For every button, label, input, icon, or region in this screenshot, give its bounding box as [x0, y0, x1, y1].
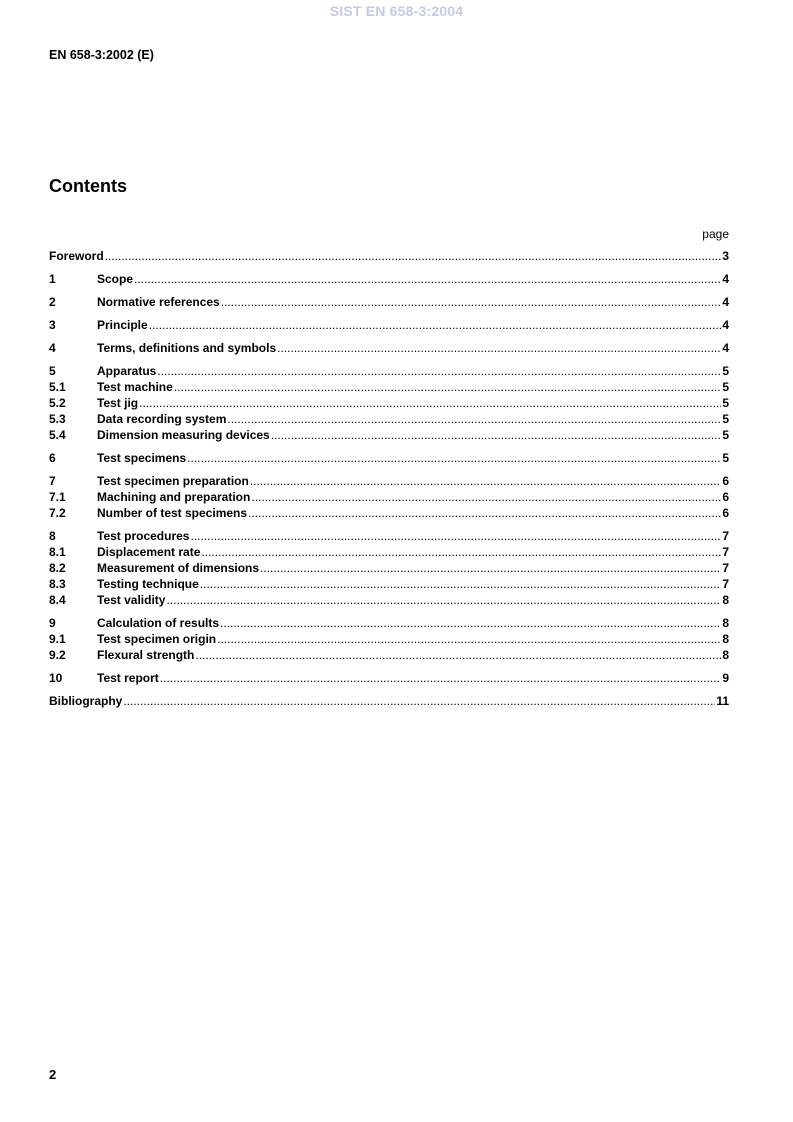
toc-entry-page: 5 [722, 428, 729, 442]
toc-entry-number: 7.1 [49, 490, 66, 504]
toc-entry-number: 5.1 [49, 380, 66, 394]
toc-entry-number: 8.2 [49, 561, 66, 575]
toc-entry-title: Measurement of dimensions [97, 561, 260, 575]
toc-dot-leader [174, 379, 722, 395]
toc-entry-title: Displacement rate [97, 545, 201, 559]
toc-entry[interactable] [49, 271, 729, 287]
toc-dot-leader [260, 560, 721, 576]
toc-entry[interactable] [49, 395, 729, 411]
toc-entry[interactable] [49, 489, 729, 505]
toc-entry-number: 8.1 [49, 545, 66, 559]
toc-entry-page: 5 [722, 364, 729, 378]
toc-entry-number: 5.3 [49, 412, 66, 426]
toc-entry[interactable] [49, 631, 729, 647]
toc-entry-number: 7 [49, 474, 56, 488]
toc-entry[interactable] [49, 576, 729, 592]
toc-entry-page: 8 [722, 616, 729, 630]
toc-entry-title: Normative references [97, 295, 220, 309]
toc-dot-leader [190, 528, 721, 544]
toc-dot-leader [271, 427, 722, 443]
toc-entry[interactable] [49, 615, 729, 631]
toc-entry-number: 8.3 [49, 577, 66, 591]
page-column-label: page [702, 227, 729, 241]
toc-entry[interactable] [49, 411, 729, 427]
toc-entry-number: 10 [49, 671, 63, 685]
toc-entry-page: 4 [722, 318, 729, 332]
toc-entry-title: Machining and preparation [97, 490, 251, 504]
toc-entry-page: 5 [722, 380, 729, 394]
toc-entry-title: Test jig [97, 396, 139, 410]
toc-entry-page: 5 [722, 451, 729, 465]
toc-dot-leader [201, 544, 721, 560]
toc-entry-page: 5 [722, 396, 729, 410]
toc-entry-title: Testing technique [97, 577, 199, 591]
toc-entry[interactable] [49, 317, 729, 333]
toc-dot-leader [157, 363, 721, 379]
document-id: EN 658-3:2002 (E) [49, 48, 154, 62]
toc-entry-title: Data recording system [97, 412, 227, 426]
toc-entry-page: 3 [722, 249, 729, 263]
toc-dot-leader [221, 294, 722, 310]
toc-entry-page: 4 [722, 341, 729, 355]
toc-entry-title: Test specimen origin [97, 632, 217, 646]
toc-dot-leader [277, 340, 721, 356]
toc-entry-title: Flexural strength [97, 648, 195, 662]
toc-entry-page: 6 [722, 506, 729, 520]
toc-entry-title: Test procedures [97, 529, 190, 543]
toc-entry-title: Principle [97, 318, 148, 332]
toc-dot-leader [195, 647, 721, 663]
toc-entry-page: 7 [722, 577, 729, 591]
toc-entry-page: 7 [722, 545, 729, 559]
toc-entry-page: 8 [722, 632, 729, 646]
toc-dot-leader [149, 317, 722, 333]
toc-entry-title: Test machine [97, 380, 173, 394]
toc-entry[interactable] [49, 560, 729, 576]
toc-entry-title: Calculation of results [97, 616, 220, 630]
toc-entry[interactable] [49, 693, 729, 709]
toc-dot-leader [248, 505, 721, 521]
toc-entry-number: 8.4 [49, 593, 66, 607]
toc-dot-leader [251, 489, 721, 505]
toc-entry[interactable] [49, 248, 729, 264]
toc-entry-number: 4 [49, 341, 56, 355]
toc-entry-number: 9.2 [49, 648, 66, 662]
toc-dot-leader [217, 631, 721, 647]
toc-entry[interactable] [49, 379, 729, 395]
toc-dot-leader [160, 670, 722, 686]
toc-entry-page: 4 [722, 272, 729, 286]
toc-entry[interactable] [49, 647, 729, 663]
toc-entry[interactable] [49, 544, 729, 560]
toc-entry-number: 5 [49, 364, 56, 378]
toc-entry-page: 6 [722, 474, 729, 488]
toc-dot-leader [250, 473, 721, 489]
toc-entry-page: 8 [722, 648, 729, 662]
toc-entry-title: Apparatus [97, 364, 157, 378]
toc-dot-leader [166, 592, 721, 608]
toc-entry-title: Bibliography [49, 694, 123, 708]
toc-entry-number: 9.1 [49, 632, 66, 646]
toc-entry-number: 2 [49, 295, 56, 309]
toc-entry[interactable] [49, 670, 729, 686]
toc-entry-page: 8 [722, 593, 729, 607]
toc-entry-title: Terms, definitions and symbols [97, 341, 277, 355]
toc-entry[interactable] [49, 363, 729, 379]
toc-dot-leader [139, 395, 721, 411]
toc-entry[interactable] [49, 528, 729, 544]
toc-entry-title: Scope [97, 272, 134, 286]
toc-entry[interactable] [49, 427, 729, 443]
watermark: SIST EN 658-3:2004 [329, 3, 464, 19]
toc-dot-leader [134, 271, 721, 287]
toc-dot-leader [227, 411, 721, 427]
toc-entry-page: 5 [722, 412, 729, 426]
toc-entry-title: Test report [97, 671, 159, 685]
toc-entry-title: Test specimen preparation [97, 474, 249, 488]
toc-entry-title: Foreword [49, 249, 104, 263]
toc-entry-page: 11 [716, 694, 729, 708]
toc-entry-number: 3 [49, 318, 56, 332]
toc-dot-leader [187, 450, 721, 466]
toc-entry[interactable] [49, 592, 729, 608]
toc-entry-page: 7 [722, 561, 729, 575]
toc-dot-leader [220, 615, 721, 631]
toc-entry-number: 5.4 [49, 428, 66, 442]
toc-entry-title: Number of test specimens [97, 506, 248, 520]
page-number: 2 [49, 1067, 57, 1082]
toc-entry[interactable] [49, 450, 729, 466]
toc-entry-page: 6 [722, 490, 729, 504]
toc-entry-title: Test validity [97, 593, 166, 607]
toc-entry[interactable] [49, 340, 729, 356]
toc-entry-page: 4 [722, 295, 729, 309]
toc-entry-number: 7.2 [49, 506, 66, 520]
toc-entry-title: Dimension measuring devices [97, 428, 270, 442]
table-of-contents [49, 248, 729, 709]
toc-entry-number: 1 [49, 272, 56, 286]
toc-entry-page: 7 [722, 529, 729, 543]
toc-entry-number: 5.2 [49, 396, 66, 410]
toc-entry-title: Test specimens [97, 451, 187, 465]
toc-entry-page: 9 [722, 671, 729, 685]
toc-entry-number: 8 [49, 529, 56, 543]
toc-entry-number: 9 [49, 616, 56, 630]
toc-entry[interactable] [49, 505, 729, 521]
toc-entry[interactable] [49, 473, 729, 489]
toc-dot-leader [105, 248, 722, 264]
toc-entry-number: 6 [49, 451, 56, 465]
contents-heading: Contents [49, 176, 127, 196]
toc-dot-leader [200, 576, 722, 592]
toc-entry[interactable] [49, 294, 729, 310]
toc-dot-leader [123, 693, 715, 709]
